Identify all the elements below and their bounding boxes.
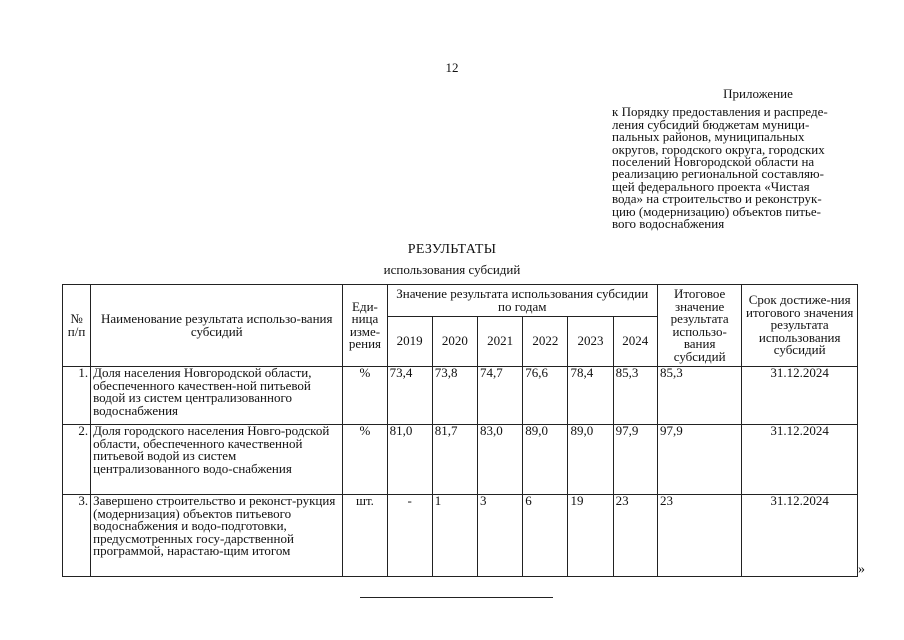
header-year: 2019 bbox=[387, 317, 432, 367]
row-name: Завершено строительство и реконст-рукция (модернизация) объектов питьевого водоснабжения и водо-подготовки, предусмотренных госу-дарственной программой, нарастаю-щим итогом bbox=[91, 495, 343, 577]
closing-quote: » bbox=[858, 562, 865, 577]
header-year: 2020 bbox=[432, 317, 477, 367]
header-unit: Еди-ница изме-рения bbox=[343, 285, 387, 367]
row-deadline: 31.12.2024 bbox=[742, 495, 858, 577]
row-deadline: 31.12.2024 bbox=[742, 367, 858, 425]
row-total: 97,9 bbox=[657, 425, 741, 495]
row-value: - bbox=[387, 495, 432, 577]
row-value: 85,3 bbox=[613, 367, 657, 425]
row-name: Доля городского населения Новго-родской области, обеспеченного качественной питьевой водой из систем централизованного водо-снабжения bbox=[91, 425, 343, 495]
header-year: 2021 bbox=[478, 317, 523, 367]
table-row bbox=[63, 495, 858, 577]
row-num: 1. bbox=[63, 367, 91, 425]
row-total: 23 bbox=[657, 495, 741, 577]
row-value: 3 bbox=[478, 495, 523, 577]
row-num: 2. bbox=[63, 425, 91, 495]
row-unit: шт. bbox=[343, 495, 387, 577]
row-name: Доля населения Новгородской области, обеспеченного качествен-ной питьевой водой из систем централизованного водоснабжения bbox=[91, 367, 343, 425]
header-year: 2024 bbox=[613, 317, 657, 367]
table-row bbox=[63, 425, 858, 495]
header-total: Итоговое значение результата использо-вания субсидий bbox=[657, 285, 741, 367]
row-value: 89,0 bbox=[523, 425, 568, 495]
row-value: 73,8 bbox=[432, 367, 477, 425]
row-deadline: 31.12.2024 bbox=[742, 425, 858, 495]
row-value: 81,7 bbox=[432, 425, 477, 495]
header-years-group: Значение результата использования субсидии по годам bbox=[387, 285, 657, 317]
row-value: 23 bbox=[613, 495, 657, 577]
row-value: 97,9 bbox=[613, 425, 657, 495]
row-value: 73,4 bbox=[387, 367, 432, 425]
row-value: 89,0 bbox=[568, 425, 613, 495]
header-year: 2022 bbox=[523, 317, 568, 367]
appendix-body: к Порядку предоставления и распреде- ления субсидий бюджетам муници- пальных районов, муниципальных округов, городского округа, городских поселений Новгородской области на реализацию региональной составляю- щей федерального проекта «Чистая вода» на строительство и реконструк- цию (модернизацию) объектов питье- вого водоснабжения bbox=[612, 104, 828, 232]
page-number: 12 bbox=[445, 60, 459, 75]
header-num: № п/п bbox=[63, 285, 91, 367]
row-value: 78,4 bbox=[568, 367, 613, 425]
row-value: 74,7 bbox=[478, 367, 523, 425]
row-value: 81,0 bbox=[387, 425, 432, 495]
header-year: 2023 bbox=[568, 317, 613, 367]
table-row bbox=[63, 367, 858, 425]
appendix-block bbox=[612, 88, 864, 230]
header-name: Наименование результата использо-вания субсидий bbox=[91, 285, 343, 367]
row-value: 83,0 bbox=[478, 425, 523, 495]
results-table bbox=[62, 284, 858, 577]
document-title: РЕЗУЛЬТАТЫ bbox=[407, 242, 497, 257]
row-unit: % bbox=[343, 367, 387, 425]
row-num: 3. bbox=[63, 495, 91, 577]
document-subtitle: использования субсидий bbox=[383, 262, 521, 277]
row-value: 6 bbox=[523, 495, 568, 577]
footer-divider bbox=[360, 597, 553, 598]
row-value: 1 bbox=[432, 495, 477, 577]
row-value: 19 bbox=[568, 495, 613, 577]
row-total: 85,3 bbox=[657, 367, 741, 425]
row-unit: % bbox=[343, 425, 387, 495]
appendix-title: Приложение bbox=[723, 86, 793, 101]
header-deadline: Срок достиже-ния итогового значения результата использования субсидий bbox=[742, 285, 858, 367]
row-value: 76,6 bbox=[523, 367, 568, 425]
